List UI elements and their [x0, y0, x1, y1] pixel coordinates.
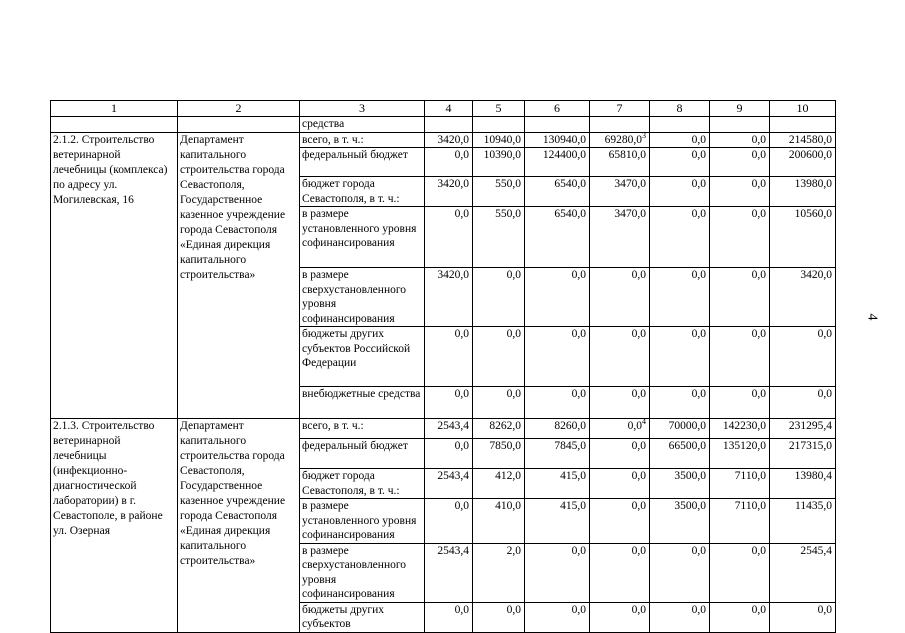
value-cell: 10940,0: [473, 132, 525, 148]
value-cell: 0,0: [650, 387, 710, 419]
value-cell: 0,0: [710, 207, 770, 268]
value-cell: 0,0: [770, 602, 836, 632]
value-cell: 7845,0: [525, 439, 590, 469]
value-cell: 0,0: [425, 387, 473, 419]
value-cell: 0,0: [710, 543, 770, 602]
value-cell: 10560,0: [770, 207, 836, 268]
header-cell: 8: [650, 101, 710, 117]
value-cell: 0,0: [770, 387, 836, 419]
header-cell: 4: [425, 101, 473, 117]
header-cell: 5: [473, 101, 525, 117]
value-cell: 3420,0: [425, 177, 473, 207]
funding-source-label: внебюджетные средства: [300, 387, 425, 419]
value-cell: 550,0: [473, 177, 525, 207]
value-cell: 0,0: [590, 543, 650, 602]
value-cell: 7850,0: [473, 439, 525, 469]
value-cell: 124400,0: [525, 148, 590, 177]
page-number: 4: [864, 313, 880, 321]
value-cell: 70000,0: [650, 419, 710, 439]
value-cell: 0,0: [425, 439, 473, 469]
value-cell: 0,0: [425, 602, 473, 632]
value-cell: 3420,0: [425, 268, 473, 327]
value-cell: 0,0: [710, 268, 770, 327]
header-cell: 9: [710, 101, 770, 117]
value-cell: 412,0: [473, 469, 525, 499]
value-cell: 13980,4: [770, 469, 836, 499]
header-cell: 3: [300, 101, 425, 117]
value-cell: 8262,0: [473, 419, 525, 439]
funding-source-label: всего, в т. ч.:: [300, 132, 425, 148]
funding-source-label: бюджеты других субъектов: [300, 602, 425, 632]
value-cell: 0,0: [473, 327, 525, 387]
funding-source-label: в размере установленного уровня софинансирования: [300, 499, 425, 544]
value-cell: 7110,0: [710, 469, 770, 499]
budget-table: [50, 100, 836, 633]
funding-source-label: федеральный бюджет: [300, 148, 425, 177]
table-row: [51, 132, 836, 148]
footnote-marker: 4: [642, 417, 646, 427]
value-cell: 8260,0: [525, 419, 590, 439]
value-cell: 0,0: [650, 207, 710, 268]
value-cell: 0,0: [473, 268, 525, 327]
value-cell: 2543,4: [425, 469, 473, 499]
value-cell: 66500,0: [650, 439, 710, 469]
header-cell: 1: [51, 101, 178, 117]
value-cell: 0,0: [590, 469, 650, 499]
value-cell: 0,0: [590, 602, 650, 632]
funding-source-label: бюджеты других субъектов Российской Федерации: [300, 327, 425, 387]
value-cell: 11435,0: [770, 499, 836, 544]
value-cell: 415,0: [525, 469, 590, 499]
value-cell: 0,0: [650, 543, 710, 602]
project-name-cell: 2.1.2. Строительство ветеринарной лечебницы (комплекса) по адресу ул. Могилевская, 16: [51, 132, 178, 419]
value-cell: 3470,0: [590, 207, 650, 268]
value-cell: 0,0: [525, 268, 590, 327]
value-cell: 6540,0: [525, 177, 590, 207]
funding-source-label: бюджет города Севастополя, в т. ч.:: [300, 177, 425, 207]
value-cell: 0,0: [650, 327, 710, 387]
value-cell: 0,0: [710, 148, 770, 177]
value-cell: [590, 419, 650, 439]
value-cell: 3420,0: [770, 268, 836, 327]
value-cell: 13980,0: [770, 177, 836, 207]
value-cell: 3420,0: [425, 132, 473, 148]
header-cell: 10: [770, 101, 836, 117]
value-cell: 2543,4: [425, 543, 473, 602]
funding-source-label: в размере сверхустановленного уровня софинансирования: [300, 543, 425, 602]
value-cell: 0,0: [590, 439, 650, 469]
value-cell: 217315,0: [770, 439, 836, 469]
value-cell: 0,0: [650, 132, 710, 148]
value-cell: [590, 132, 650, 148]
value-text: 0,0: [627, 420, 642, 432]
value-cell: 200600,0: [770, 148, 836, 177]
value-cell: 65810,0: [590, 148, 650, 177]
value-cell: 2545,4: [770, 543, 836, 602]
funding-source-label: федеральный бюджет: [300, 439, 425, 469]
value-cell: 231295,4: [770, 419, 836, 439]
value-cell: 0,0: [425, 207, 473, 268]
value-cell: 0,0: [525, 387, 590, 419]
value-cell: 0,0: [590, 499, 650, 544]
value-cell: 0,0: [425, 148, 473, 177]
value-cell: 3500,0: [650, 469, 710, 499]
value-cell: 0,0: [590, 268, 650, 327]
table-row: [51, 419, 836, 439]
value-cell: 415,0: [525, 499, 590, 544]
value-cell: 3470,0: [590, 177, 650, 207]
value-cell: 0,0: [650, 602, 710, 632]
value-cell: 0,0: [710, 132, 770, 148]
header-cell: 6: [525, 101, 590, 117]
value-cell: 0,0: [473, 387, 525, 419]
value-cell: 0,0: [650, 177, 710, 207]
funding-source-label: в размере сверхустановленного уровня софинансирования: [300, 268, 425, 327]
value-cell: 3500,0: [650, 499, 710, 544]
value-cell: 0,0: [710, 177, 770, 207]
value-cell: 0,0: [425, 499, 473, 544]
project-name-cell: 2.1.3. Строительство ветеринарной лечебницы (инфекционно-диагностической лаборатории) в г. Севастополе, в районе ул. Озерная: [51, 419, 178, 633]
value-cell: 0,0: [770, 327, 836, 387]
funding-source-label: всего, в т. ч.:: [300, 419, 425, 439]
funding-source-label: бюджет города Севастополя, в т. ч.:: [300, 469, 425, 499]
executor-cell: Департамент капитального строительства города Севастополя, Государственное казенное учреждение города Севастополя «Единая дирекция капитального строительства»: [178, 419, 300, 633]
value-cell: 0,0: [590, 387, 650, 419]
value-text: 69280,0: [604, 133, 642, 146]
value-cell: 130940,0: [525, 132, 590, 148]
executor-cell: Департамент капитального строительства города Севастополя, Государственное казенное учреждение города Севастополя «Единая дирекция капитального строительства»: [178, 132, 300, 419]
value-cell: 135120,0: [710, 439, 770, 469]
value-cell: 410,0: [473, 499, 525, 544]
value-cell: 0,0: [650, 268, 710, 327]
value-cell: 10390,0: [473, 148, 525, 177]
value-cell: 0,0: [425, 327, 473, 387]
value-cell: 0,0: [710, 602, 770, 632]
value-cell: 2543,4: [425, 419, 473, 439]
value-cell: 6540,0: [525, 207, 590, 268]
value-cell: 550,0: [473, 207, 525, 268]
footnote-marker: 3: [642, 130, 646, 140]
value-cell: 214580,0: [770, 132, 836, 148]
value-cell: 0,0: [590, 327, 650, 387]
value-cell: 7110,0: [710, 499, 770, 544]
value-cell: 0,0: [650, 148, 710, 177]
header-cell: 7: [590, 101, 650, 117]
value-cell: 0,0: [710, 387, 770, 419]
row-label: средства: [300, 117, 425, 133]
value-cell: 2,0: [473, 543, 525, 602]
value-cell: 0,0: [473, 602, 525, 632]
value-cell: 0,0: [525, 602, 590, 632]
value-cell: 0,0: [710, 327, 770, 387]
value-cell: 0,0: [525, 543, 590, 602]
value-cell: 142230,0: [710, 419, 770, 439]
funding-source-label: в размере установленного уровня софинансирования: [300, 207, 425, 268]
value-cell: 0,0: [525, 327, 590, 387]
header-cell: 2: [178, 101, 300, 117]
header-row: [51, 101, 836, 117]
table-row: [51, 117, 836, 133]
